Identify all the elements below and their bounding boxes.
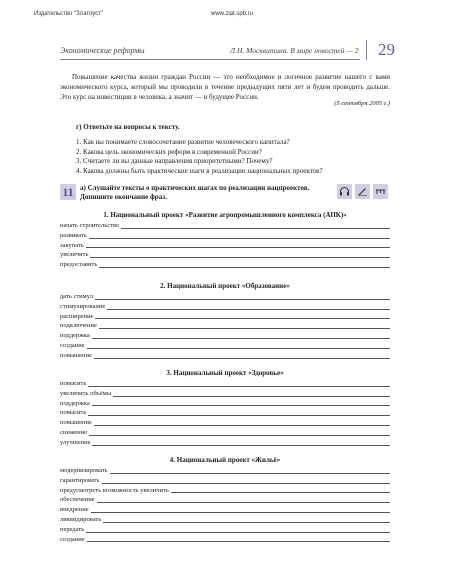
phrase-start: повысить — [60, 380, 87, 387]
section-heading: 1. Национальный проект «Развитие агропромышленного комплекса (АПК)» — [103, 211, 347, 219]
speech-date: (5 сентября 2005 г.) — [334, 100, 390, 107]
question-item: 4. Какова должны быть практические шаги в реализации национальных проектов? — [76, 166, 323, 175]
fill-in-line[interactable] — [60, 495, 390, 505]
headphones-icon — [337, 184, 352, 199]
writing-icon — [355, 184, 370, 199]
publisher-header — [34, 11, 432, 21]
question-item: 2. Какова цель экономических реформ в современной России? — [76, 147, 262, 156]
fill-in-line[interactable] — [60, 331, 390, 341]
phrase-start: повышение — [60, 351, 92, 359]
phrase-start: увеличить — [60, 251, 89, 259]
phrase-start: модернизировать — [60, 467, 108, 474]
header-rule — [60, 59, 360, 60]
phrase-start: развивать — [60, 231, 87, 239]
fill-in-line[interactable] — [60, 302, 390, 312]
fill-in-line[interactable] — [60, 535, 390, 545]
fill-in-line[interactable] — [60, 250, 390, 260]
phrase-start: увеличить объёмы — [60, 389, 112, 397]
fill-in-line[interactable] — [60, 231, 390, 241]
project-section-housing — [60, 454, 390, 544]
fill-in-line[interactable] — [60, 418, 390, 428]
phrase-start: стимулирование — [60, 302, 106, 310]
phrase-start: создание — [60, 341, 85, 349]
fill-in-line[interactable] — [60, 486, 390, 496]
phrase-start: предоставить — [60, 261, 98, 269]
question-item: 1. Как вы понимаете словосочетание развитие человеческого капитала? — [76, 138, 290, 146]
phrase-start: начать строительство — [60, 222, 120, 229]
page-number: 29 — [366, 40, 395, 60]
phrase-start: повышение — [60, 419, 92, 427]
fill-in-line[interactable] — [60, 260, 390, 270]
phrase-start: обеспечение — [60, 496, 95, 504]
phrase-start: передать — [60, 525, 85, 533]
section-heading: 4. Национальный проект «Жильё» — [169, 456, 281, 464]
fill-in-line[interactable] — [60, 399, 390, 409]
fill-in-line[interactable] — [60, 351, 390, 361]
phrase-start: дать стимул — [60, 293, 93, 300]
phrase-start: поддержка — [60, 399, 90, 407]
phrase-start: ликвидировать — [60, 515, 102, 523]
fill-in-line[interactable] — [60, 321, 390, 331]
exercise-number: 11 — [60, 184, 76, 200]
section-title: Экономические реформы — [60, 46, 145, 55]
fill-in-line[interactable] — [60, 476, 390, 486]
fill-in-line[interactable] — [60, 525, 390, 535]
fill-in-line[interactable] — [60, 505, 390, 515]
question-item: 3. Считаете ли вы данные направления приоритетными? Почему? — [76, 157, 273, 165]
phrase-start: снижение — [60, 428, 87, 436]
fill-in-line[interactable] — [60, 241, 390, 251]
section-heading: 2. Национальный проект «Образование» — [160, 282, 290, 290]
section-heading: 3. Национальный проект «Здоровье» — [166, 369, 284, 377]
fill-in-line[interactable] — [60, 221, 390, 231]
fill-in-line[interactable] — [60, 389, 390, 399]
fill-in-line[interactable] — [60, 466, 390, 476]
phrase-start: внедрение — [60, 506, 89, 514]
running-head — [60, 44, 360, 60]
fill-in-line[interactable] — [60, 312, 390, 322]
phrase-start: гарантировать — [60, 476, 100, 484]
project-section-agro — [60, 209, 390, 270]
fill-in-line[interactable] — [60, 438, 390, 448]
exercise-icons — [337, 184, 393, 200]
publisher-website[interactable]: www.zlat.spb.ru — [211, 11, 254, 17]
questions-list — [76, 138, 376, 176]
phrase-start: расширение — [60, 312, 94, 320]
phrase-start: улучшение — [60, 438, 91, 446]
instruction-line: Допишите окончание фраз. — [80, 193, 167, 201]
fill-in-line[interactable] — [60, 515, 390, 525]
exercise-instruction — [80, 184, 310, 202]
book-icon — [373, 184, 388, 199]
phrase-start: закупать — [60, 241, 84, 249]
instruction-line: а) Слушайте тексты о практических шагах по реализации нацпроектов. — [80, 184, 310, 192]
fill-in-line[interactable] — [60, 379, 390, 389]
project-section-education — [60, 280, 390, 361]
phrase-start: подключение — [60, 322, 97, 330]
phrase-start: повысить — [60, 409, 87, 417]
fill-in-line[interactable] — [60, 292, 390, 302]
phrase-start: поддержка — [60, 332, 90, 340]
book-title: Л.Н. Москвитина. В мире новостей — 2 — [230, 46, 359, 55]
publisher-name: Издательство "Златоуст" — [34, 11, 104, 17]
project-section-health — [60, 367, 390, 448]
phrase-start: создание — [60, 535, 85, 543]
fill-in-line[interactable] — [60, 408, 390, 418]
fill-in-line[interactable] — [60, 341, 390, 351]
phrase-start: предусмотреть возможность увеличить — [60, 486, 169, 494]
fill-in-line[interactable] — [60, 428, 390, 438]
questions-heading: г) Ответьте на вопросы к тексту. — [76, 123, 180, 131]
intro-paragraph: Повышение качества жизни граждан России — это необходимое и логичное развитие нашего с вами экономического курса, который мы проводили в течение предыдущих пяти лет и будем проводить дальше. Это курс на инвестиции в человека, а значит — и будущее России. — [60, 73, 390, 101]
